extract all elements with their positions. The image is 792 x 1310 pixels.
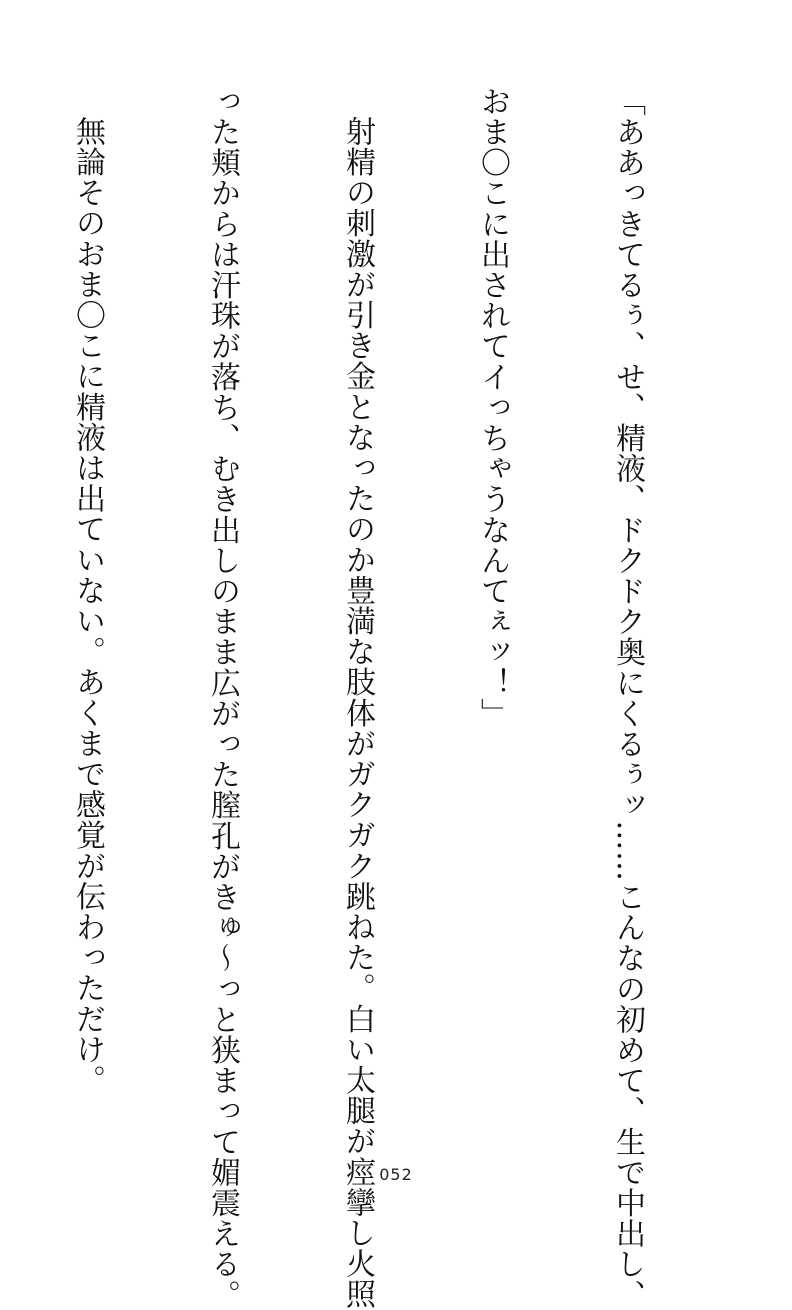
text-line: 「ああっきてるぅ、せ、精液、ドクドク奥にくるぅッ……こんなの初めて、生で中出し、 bbox=[610, 86, 645, 1310]
text-line: 射精の刺激が引き金となったのか豊満な肢体がガクガク跳ねた。白い太腿が痙攣し火照 bbox=[340, 116, 375, 1310]
text-line: おま〇こに出されてイっちゃうなんてぇッ！」 bbox=[475, 86, 510, 729]
text-line: った頬からは汗珠が落ち、むき出しのまま広がった膣孔がきゅ〜っと狭まって媚震える。 bbox=[205, 86, 240, 1310]
page-number: 052 bbox=[379, 1165, 413, 1184]
text-line: 無論そのおま〇こに精液は出ていない。あくまで感覚が伝わっただけ。 bbox=[70, 116, 105, 1096]
